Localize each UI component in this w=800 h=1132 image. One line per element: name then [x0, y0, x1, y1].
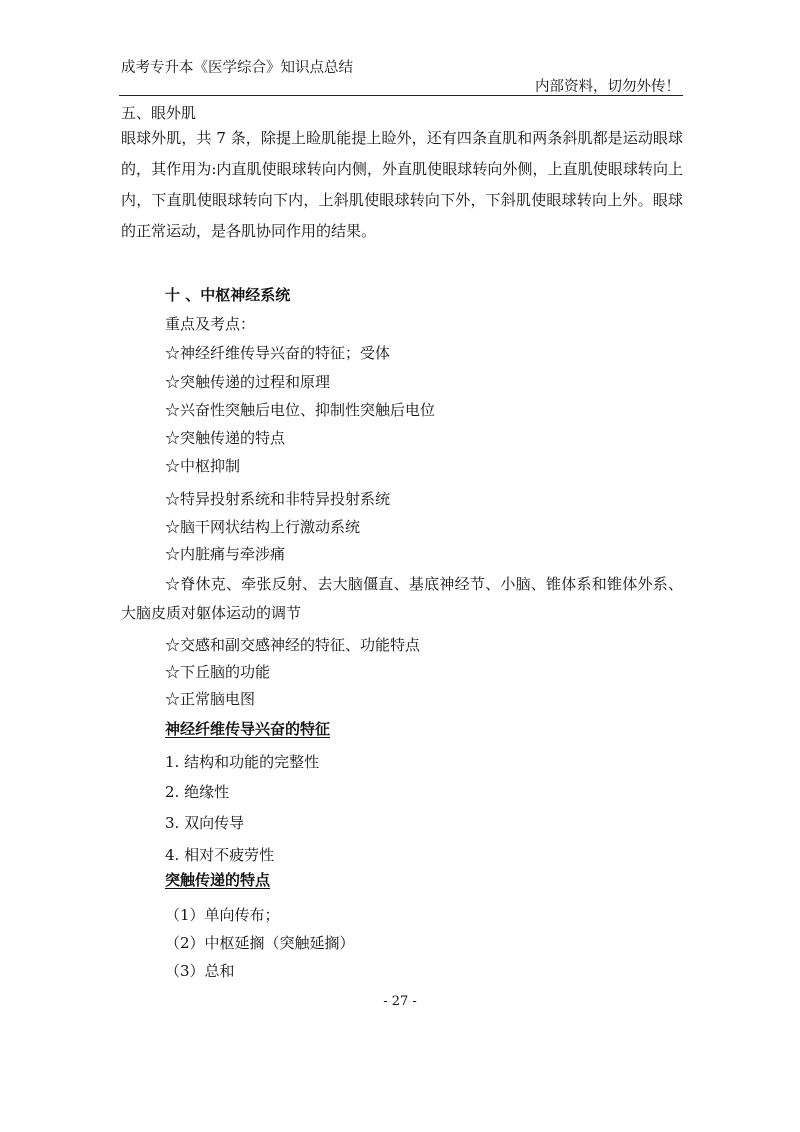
header-divider	[119, 95, 683, 96]
fiber-feature-item: 1. 结构和功能的完整性	[165, 753, 320, 771]
key-point-item: ☆兴奋性突触后电位、抑制性突触后电位	[165, 401, 436, 419]
fiber-feature-item: 3. 双向传导	[165, 814, 245, 832]
synapse-feature-item: （2）中枢延搁（突触延搁）	[165, 934, 355, 952]
key-point-item: ☆正常脑电图	[165, 690, 256, 708]
page-number: - 27 -	[383, 994, 417, 1009]
synapse-feature-item: （3）总和	[165, 962, 235, 980]
header-title: 成考专升本《医学综合》知识点总结	[121, 60, 353, 76]
fiber-feature-item: 4. 相对不疲劳性	[165, 846, 275, 864]
key-point-item: ☆突触传递的特点	[165, 429, 286, 447]
key-point-item: ☆脊休克、牵张反射、去大脑僵直、基底神经节、小脑、锥体系和锥体外系、大脑皮质对躯体运动的调节	[121, 575, 683, 622]
synapse-features-heading: 突触传递的特点	[165, 871, 271, 889]
synapse-feature-item: （1）单向传布；	[165, 906, 280, 924]
fiber-feature-item: 2. 绝缘性	[165, 783, 230, 801]
key-point-item: ☆中枢抑制	[165, 457, 241, 475]
key-point-item: ☆突触传递的过程和原理	[165, 373, 331, 391]
key-points-label: 重点及考点：	[165, 315, 256, 333]
key-point-item: ☆特异投射系统和非特异投射系统	[165, 490, 391, 508]
key-point-item: ☆神经纤维传导兴奋的特征；受体	[165, 344, 391, 362]
key-point-item: ☆脑干网状结构上行激动系统	[165, 518, 361, 536]
fiber-features-heading: 神经纤维传导兴奋的特征	[165, 720, 331, 738]
key-point-item: ☆内脏痛与牵涉痛	[165, 545, 286, 563]
header-note: 内部资料，切勿外传！	[535, 79, 680, 95]
chapter-heading: 十 、中枢神经系统	[165, 286, 291, 304]
key-point-item: ☆交感和副交感神经的特征、功能特点	[165, 636, 421, 654]
key-point-item: ☆下丘脑的功能	[165, 663, 271, 681]
section-heading: 五、眼外肌	[121, 104, 197, 122]
section-paragraph: 眼球外肌，共 7 条，除提上睑肌能提上睑外，还有四条直肌和两条斜肌都是运动眼球的，其作用为:内直肌使眼球转向内侧，外直肌使眼球转向外侧，上直肌使眼球转向上内，下直肌使眼球转向下内，上斜肌使眼球转向下外，下斜肌使眼球转向上外。眼球的正常运动，是各肌协同作用的结果。	[121, 129, 683, 240]
